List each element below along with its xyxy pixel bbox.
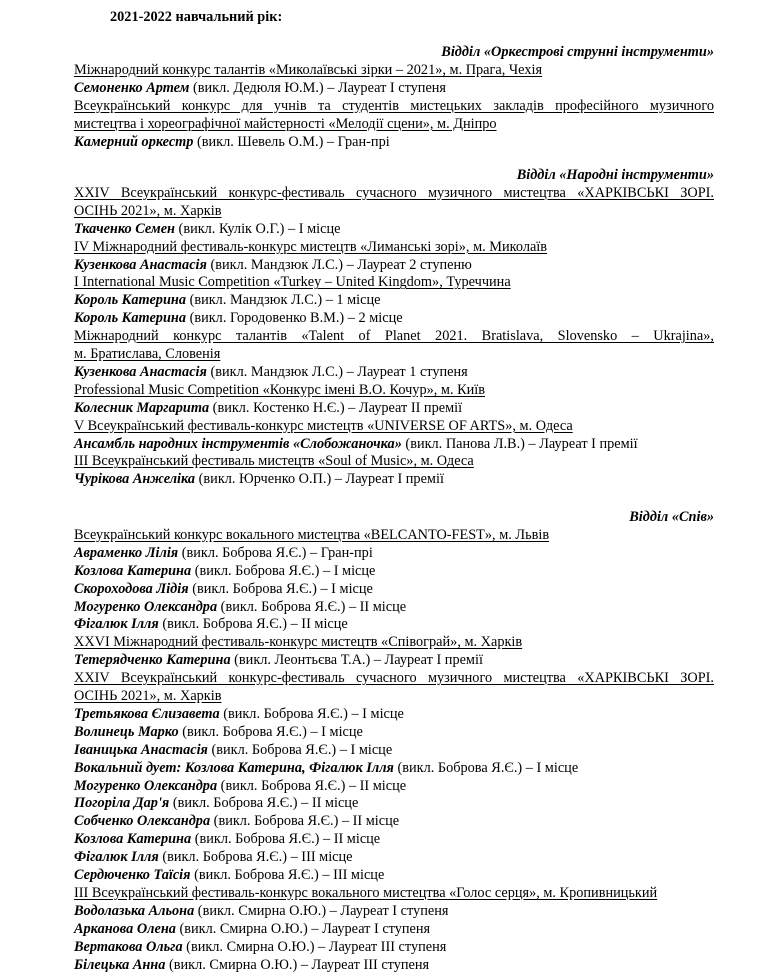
participant-name: Третьякова Єлизавета — [74, 705, 220, 722]
participant-name: Чурікова Анжеліка — [74, 471, 196, 488]
teacher-and-award: (викл. Смирна О.Ю.) – Лауреат І ступеня — [194, 902, 449, 919]
participant-name: Кузенкова Анастасія — [74, 363, 207, 380]
teacher-and-award: (викл. Боброва Я.Є.) – Гран-прі — [178, 544, 373, 561]
department-heading: Відділ «Спів» — [629, 509, 714, 525]
award-entry — [74, 921, 714, 939]
participant-name: Король Катерина — [74, 292, 186, 309]
competition-title: мистецтва і хореографічної майстерності «Мелодії сцени», м. Дніпро — [74, 115, 497, 132]
teacher-and-award: (викл. Юрченко О.П.) – Лауреат І премії — [195, 471, 444, 488]
award-entry — [74, 849, 714, 867]
teacher-and-award: (викл. Боброва Я.Є.) – ІІ місце — [217, 777, 407, 794]
participant-name: Іваницька Анастасія — [74, 741, 208, 758]
award-entry — [74, 957, 714, 975]
teacher-and-award: (викл. Мандзюк Л.С.) – 1 місце — [186, 292, 381, 309]
award-entry — [74, 778, 714, 796]
year-heading: 2021-2022 навчальний рік: — [110, 9, 283, 25]
teacher-and-award: (викл. Смирна О.Ю.) – Лауреат ІІІ ступеня — [165, 956, 430, 973]
teacher-and-award: (викл. Боброва Я.Є.) – І місце — [393, 759, 579, 776]
participant-name: Ткаченко Семен — [74, 220, 175, 237]
teacher-and-award: (викл. Боброва Я.Є.) – ІІ місце — [217, 598, 407, 615]
competition-title: XXIV Всеукраїнський конкурс-фестиваль сучасного музичного мистецтва «ХАРКІВСЬКІ ЗОРІ. — [74, 184, 714, 201]
department-heading: Відділ «Народні інструменти» — [516, 167, 714, 183]
award-entry — [74, 652, 714, 670]
participant-name: Фігалюк Ілля — [74, 616, 159, 633]
teacher-and-award: (викл. Смирна О.Ю.) – Лауреат І ступеня — [175, 920, 431, 937]
teacher-and-award: (викл. Мандзюк Л.С.) – Лауреат 2 ступеню — [206, 256, 472, 273]
teacher-and-award: (викл. Кулік О.Г.) – І місце — [174, 220, 341, 237]
competition-title: XXVI Міжнародний фестиваль-конкурс мистецтв «Співограй», м. Харків — [74, 634, 523, 651]
teacher-and-award: (викл. Боброва Я.Є.) – І місце — [219, 705, 404, 722]
participant-name: Білецька Анна — [74, 956, 166, 973]
department-heading: Відділ «Оркестрові струнні інструменти» — [441, 44, 714, 60]
participant-name: Ансамбль народних інструментів «Слобожаночка» — [74, 435, 402, 452]
teacher-and-award: (викл. Боброва Я.Є.) – ІІІ місце — [158, 849, 353, 866]
teacher-and-award: (викл. Смирна О.Ю.) – Лауреат ІІІ ступеня — [182, 938, 447, 955]
participant-name: Король Катерина — [74, 310, 186, 327]
teacher-and-award: (викл. Городовенко В.М.) – 2 місце — [186, 310, 403, 327]
award-entry — [74, 599, 714, 617]
teacher-and-award: (викл. Костенко Н.Є.) – Лауреат ІІ премії — [209, 399, 463, 416]
award-entry — [74, 471, 714, 489]
participant-name: Волинець Марко — [74, 723, 179, 740]
competition-title: XXIV Всеукраїнський конкурс-фестиваль сучасного музичного мистецтва «ХАРКІВСЬКІ ЗОРІ. — [74, 670, 714, 687]
participant-name: Семоненко Артем — [74, 79, 190, 96]
participant-name: Водолазька Альона — [74, 902, 195, 919]
teacher-and-award: (викл. Шевель О.М.) – Гран-прі — [193, 133, 390, 150]
participant-name: Собченко Олександра — [74, 813, 211, 830]
competition-title: IV Міжнародний фестиваль-конкурс мистецтв «Лиманські зорі», м. Миколаїв — [74, 238, 548, 255]
competition-title: V Всеукраїнський фестиваль-конкурс мистецтв «UNIVERSE OF ARTS», м. Одеса — [74, 417, 573, 434]
competition-title: Professional Music Competition «Конкурс імені В.О. Кочур», м. Київ — [74, 381, 485, 398]
teacher-and-award: (викл. Боброва Я.Є.) – ІІ місце — [158, 616, 348, 633]
award-entry — [74, 80, 714, 98]
participant-name: Козлова Катерина — [74, 562, 192, 579]
teacher-and-award: (викл. Дедюля Ю.М.) – Лауреат І ступеня — [189, 79, 447, 96]
award-entry — [74, 292, 714, 310]
participant-name: Тетерядченко Катерина — [74, 652, 231, 669]
competition-title: ОСІНЬ 2021», м. Харків — [74, 688, 222, 704]
teacher-and-award: (викл. Панова Л.В.) – Лауреат І премії — [401, 435, 638, 452]
award-entry — [74, 813, 714, 831]
award-entry — [74, 134, 714, 152]
award-entry — [74, 867, 714, 885]
participant-name: Авраменко Лілія — [74, 544, 179, 561]
award-entry — [74, 760, 714, 778]
award-entry — [74, 795, 714, 813]
award-entry — [74, 400, 714, 418]
participant-name: Камерний оркестр — [74, 133, 194, 150]
participant-name: Вертакова Ольга — [74, 938, 183, 955]
award-entry — [74, 563, 714, 581]
award-entry — [74, 310, 714, 328]
participant-name: Скороходова Лідія — [74, 580, 189, 597]
participant-name: Вокальний дует: Козлова Катерина, Фігалюк Ілля — [74, 759, 394, 776]
participant-name: Могуренко Олександра — [74, 598, 218, 615]
participant-name: Кузенкова Анастасія — [74, 256, 207, 273]
award-entry — [74, 903, 714, 921]
teacher-and-award: (викл. Боброва Я.Є.) – І місце — [191, 562, 376, 579]
award-entry — [74, 742, 714, 760]
teacher-and-award: (викл. Боброва Я.Є.) – І місце — [178, 723, 363, 740]
teacher-and-award: (викл. Боброва Я.Є.) – ІІ місце — [169, 795, 359, 812]
award-entry — [74, 257, 714, 275]
award-entry — [74, 939, 714, 957]
competition-title: ОСІНЬ 2021», м. Харків — [74, 202, 222, 219]
award-entry — [74, 545, 714, 563]
teacher-and-award: (викл. Боброва Я.Є.) – ІІ місце — [210, 813, 400, 830]
participant-name: Арканова Олена — [74, 920, 176, 937]
participant-name: Погоріла Дар'я — [74, 795, 170, 812]
competition-title: м. Братислава, Словенія — [74, 346, 221, 362]
competition-title: Міжнародний конкурс талантів «Миколаївські зірки – 2021», м. Прага, Чехія — [74, 61, 543, 78]
competition-title: Міжнародний конкурс талантів «Talent of Planet 2021. Bratislava, Slovensko – Ukrajina», — [74, 328, 714, 345]
award-entry — [74, 436, 714, 454]
competition-title: Всеукраїнський конкурс для учнів та студентів мистецьких закладів професійного музичного — [74, 97, 714, 114]
award-entry — [74, 364, 714, 382]
award-entry — [74, 724, 714, 742]
competition-title: ІІІ Всеукраїнський фестиваль-конкурс вокального мистецтва «Голос серця», м. Кропивницький — [74, 884, 658, 901]
competition-title: Всеукраїнський конкурс вокального мистецтва «BELCANTO-FEST», м. Львів — [74, 526, 550, 543]
teacher-and-award: (викл. Мандзюк Л.С.) – Лауреат 1 ступеня — [206, 363, 468, 380]
award-entry — [74, 221, 714, 239]
award-entry — [74, 706, 714, 724]
competition-title: I International Music Competition «Turkey – United Kingdom», Туреччина — [74, 274, 511, 291]
participant-name: Фігалюк Ілля — [74, 849, 159, 866]
award-entry — [74, 831, 714, 849]
participant-name: Могуренко Олександра — [74, 777, 218, 794]
teacher-and-award: (викл. Боброва Я.Є.) – ІІ місце — [191, 831, 381, 848]
teacher-and-award: (викл. Боброва Я.Є.) – І місце — [188, 580, 373, 597]
participant-name: Козлова Катерина — [74, 831, 192, 848]
participant-name: Сердюченко Таїсія — [74, 867, 191, 883]
teacher-and-award: (викл. Боброва Я.Є.) – ІІІ місце — [190, 867, 385, 883]
teacher-and-award: (викл. Боброва Я.Є.) – І місце — [207, 741, 393, 758]
teacher-and-award: (викл. Леонтьєва Т.А.) – Лауреат І премії — [230, 652, 483, 669]
competition-title: ІІІ Всеукраїнський фестиваль мистецтв «Soul of Music», м. Одеса — [74, 453, 474, 470]
award-entry — [74, 581, 714, 599]
participant-name: Колесник Маргарита — [74, 399, 210, 416]
award-entry — [74, 616, 714, 634]
